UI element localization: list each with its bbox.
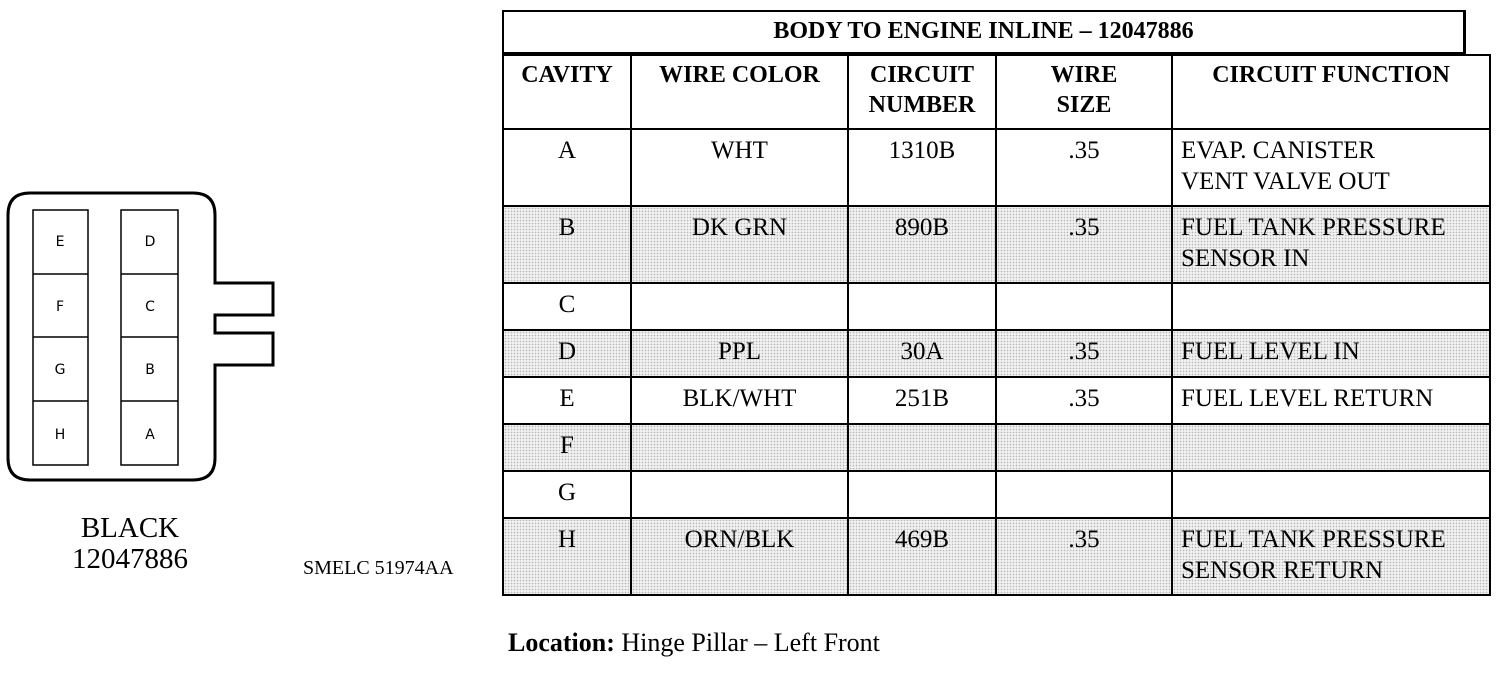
cell-wire-size: .35 — [996, 330, 1172, 377]
cell-wire-color: BLK/WHT — [631, 377, 848, 424]
cell-wire-size: .35 — [996, 377, 1172, 424]
cavity-label-c: C — [145, 299, 155, 315]
cell-cavity: D — [503, 330, 631, 377]
cell-circuit-function — [1172, 283, 1490, 330]
cell-wire-size: .35 — [996, 518, 1172, 595]
cell-wire-color: WHT — [631, 129, 848, 206]
cell-cavity: F — [503, 424, 631, 471]
table-row — [503, 471, 1490, 518]
cell-circuit-function: FUEL TANK PRESSURE SENSOR RETURN — [1172, 518, 1490, 595]
cell-circuit-function — [1172, 471, 1490, 518]
cell-wire-color — [631, 471, 848, 518]
table-row — [503, 330, 1490, 377]
table-row — [503, 206, 1490, 283]
cell-wire-color: DK GRN — [631, 206, 848, 283]
reference-code: SMELC 51974AA — [303, 557, 454, 579]
table-row — [503, 424, 1490, 471]
header-circuit-number: CIRCUIT NUMBER — [848, 55, 996, 129]
cell-circuit-number — [848, 424, 996, 471]
cell-wire-color: PPL — [631, 330, 848, 377]
cell-cavity: A — [503, 129, 631, 206]
table-title: BODY TO ENGINE INLINE – 12047886 — [502, 10, 1466, 54]
table-row — [503, 129, 1490, 206]
location-note — [508, 628, 880, 658]
cell-cavity: H — [503, 518, 631, 595]
cell-circuit-number — [848, 471, 996, 518]
cell-circuit-number: 890B — [848, 206, 996, 283]
cell-cavity: E — [503, 377, 631, 424]
cavity-label-e: E — [55, 234, 65, 250]
table-row — [503, 377, 1490, 424]
cavity-label-d: D — [144, 234, 156, 250]
cell-wire-size — [996, 424, 1172, 471]
cell-cavity: C — [503, 283, 631, 330]
cavity-label-a: A — [145, 427, 155, 443]
cell-circuit-function — [1172, 424, 1490, 471]
cell-cavity: B — [503, 206, 631, 283]
table-row — [503, 518, 1490, 595]
table-row — [503, 283, 1490, 330]
cell-wire-size: .35 — [996, 206, 1172, 283]
header-wire-color: WIRE COLOR — [631, 55, 848, 129]
cell-wire-color — [631, 424, 848, 471]
header-cavity: CAVITY — [503, 55, 631, 129]
cell-circuit-number — [848, 283, 996, 330]
pinout-table — [502, 54, 1491, 596]
cell-wire-color: ORN/BLK — [631, 518, 848, 595]
connector-diagram — [0, 185, 285, 490]
cavity-label-g: G — [54, 362, 66, 378]
cell-wire-color — [631, 283, 848, 330]
cavity-label-b: B — [145, 362, 155, 378]
connector-part-number: 12047886 — [72, 543, 188, 575]
connector-color: BLACK — [80, 512, 180, 544]
cavity-label-h: H — [54, 427, 66, 443]
cell-circuit-function: FUEL TANK PRESSURE SENSOR IN — [1172, 206, 1490, 283]
cell-wire-size — [996, 283, 1172, 330]
cavity-label-f: F — [55, 299, 65, 315]
header-wire-size: WIRE SIZE — [996, 55, 1172, 129]
cell-circuit-number: 251B — [848, 377, 996, 424]
cell-circuit-function: EVAP. CANISTER VENT VALVE OUT — [1172, 129, 1490, 206]
table-header-row — [503, 55, 1490, 129]
location-value: Hinge Pillar – Left Front — [621, 628, 880, 657]
location-label: Location: — [508, 628, 615, 657]
cell-circuit-function: FUEL LEVEL IN — [1172, 330, 1490, 377]
cell-wire-size: .35 — [996, 129, 1172, 206]
cell-circuit-number: 30A — [848, 330, 996, 377]
cell-wire-size — [996, 471, 1172, 518]
cell-circuit-number: 1310B — [848, 129, 996, 206]
cell-cavity: G — [503, 471, 631, 518]
header-circuit-function: CIRCUIT FUNCTION — [1172, 55, 1490, 129]
cell-circuit-function: FUEL LEVEL RETURN — [1172, 377, 1490, 424]
cell-circuit-number: 469B — [848, 518, 996, 595]
